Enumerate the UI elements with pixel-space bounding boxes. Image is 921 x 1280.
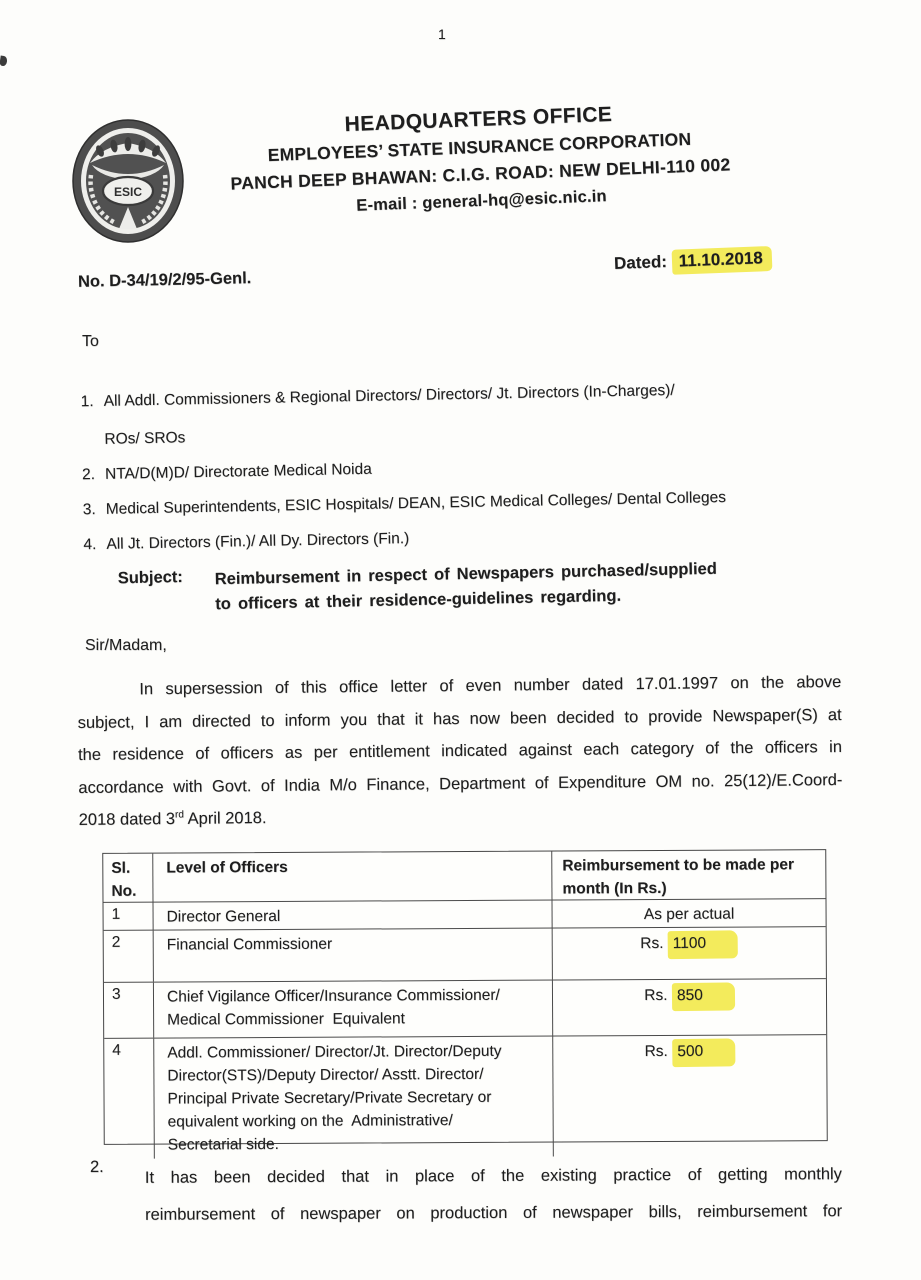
table-row: [104, 978, 826, 1038]
cell-sl: 2: [111, 933, 121, 951]
paragraph-line: the residence of officers as per entitlement indicated against each category of the officers in: [77, 738, 843, 764]
paragraph-2-number: 2.: [90, 1158, 104, 1176]
table-row: [103, 898, 825, 930]
body-paragraph-1: [77, 666, 843, 836]
office-email: E-mail : general-hq@esic.nic.in: [355, 187, 608, 215]
paragraph-text: April 2018.: [183, 809, 267, 828]
to-label: To: [82, 333, 99, 350]
subject-text-line1: Reimbursement in respect of Newspapers purchased/supplied: [214, 559, 718, 589]
subject-label: Subject:: [117, 567, 184, 588]
cell-level: Financial Commissioner: [153, 929, 552, 982]
highlighted-amount: 850: [672, 982, 735, 1011]
cell-amount: Rs. 850: [552, 979, 828, 1035]
recipient-text: All Jt. Directors (Fin.)/ All Dy. Directors (Fin.): [106, 530, 410, 553]
reference-number: No. D-34/19/2/95-Genl.: [77, 269, 252, 291]
cell-sl: 3: [111, 985, 121, 1003]
scan-artifact: [0, 56, 8, 67]
date-value-highlighted: 11.10.2018: [671, 246, 772, 275]
letterhead: [146, 93, 814, 227]
highlighted-amount: 500: [672, 1038, 735, 1067]
body-paragraph-2: [145, 1156, 842, 1234]
recipient-item-3: [83, 484, 843, 523]
header-cell-reimbursement: Reimbursement to be made per month (In Rs.): [551, 850, 827, 902]
office-title: HEADQUARTERS OFFICE: [344, 102, 613, 137]
cell-amount: Rs. 500: [552, 1035, 829, 1156]
recipient-text: All Addl. Commissioners & Regional Directors/ Directors/ Jt. Directors (In-Charges)/: [103, 381, 675, 410]
table-header-row: [103, 850, 825, 902]
table-row: [104, 1034, 827, 1154]
logo-center-text: ESIC: [113, 185, 143, 199]
cell-level: Addl. Commissioner/ Director/Jt. Director/Deputy Director(STS)/Deputy Director/ Asstt. Director/ Principal Private Secretary/Private Secretary or equivalent working on the Administrative/ Secretarial side.: [153, 1037, 553, 1159]
recipient-number: 1.: [80, 393, 94, 411]
recipient-text: Medical Superintendents, ESIC Hospitals/ DEAN, ESIC Medical Colleges/ Dental Colleges: [105, 488, 727, 518]
paragraph-line: It has been decided that in place of the existing practice of getting monthly: [144, 1165, 842, 1187]
paragraph-line: reimbursement of newspaper on production of newspaper bills, reimbursement for: [145, 1202, 843, 1224]
recipient-item-4: [83, 519, 843, 558]
date-line: [614, 248, 772, 274]
cell-amount: Rs. 1100: [552, 927, 828, 979]
recipient-number: 4.: [83, 536, 97, 554]
salutation: Sir/Madam,: [85, 637, 167, 654]
page-number: 1: [438, 26, 446, 42]
recipient-text: ROs/ SROs: [104, 429, 186, 448]
cell-level: Director General: [153, 901, 552, 931]
organization-name: EMPLOYEES’ STATE INSURANCE CORPORATION: [267, 128, 692, 166]
recipient-item-2: [82, 449, 842, 488]
header-cell-level: Level of Officers: [152, 852, 551, 905]
cell-sl: 4: [112, 1041, 121, 1059]
paragraph-line: accordance with Govt. of India M/o Finance, Department of Expenditure OM no. 25(12)/E.Coord-: [78, 770, 843, 797]
paragraph-line: subject, I am directed to inform you that it has now been decided to provide Newspaper(S) at: [77, 705, 842, 732]
header-cell-sl-no: Sl. No.: [111, 859, 137, 900]
paragraph-line: In supersession of this office letter of even number dated 17.01.1997 on the above: [139, 673, 842, 699]
paragraph-line: [79, 796, 843, 836]
cell-level: Chief Vigilance Officer/Insurance Commissioner/ Medical Commissioner Equivalent: [153, 981, 552, 1038]
ordinal-superscript: rd: [174, 809, 184, 821]
recipient-item-1: [80, 376, 841, 453]
paragraph-text: 2018 dated 3: [78, 809, 176, 829]
table-row: [104, 926, 826, 982]
reimbursement-table: [102, 849, 828, 1154]
recipient-list: [80, 376, 843, 558]
cell-amount: As per actual: [551, 899, 827, 928]
recipient-number: 3.: [82, 501, 96, 519]
recipient-number: 2.: [81, 466, 96, 484]
office-address: PANCH DEEP BHAWAN: C.I.G. ROAD: NEW DELHI-110 002: [230, 154, 731, 194]
highlighted-amount: 1100: [668, 930, 739, 959]
subject-block: [118, 555, 819, 620]
cell-sl: 1: [111, 905, 121, 923]
recipient-text: NTA/D(M)D/ Directorate Medical Noida: [104, 460, 372, 483]
date-label: Dated:: [613, 252, 668, 274]
subject-text-line2: to officers at their residence-guidelines regarding.: [215, 586, 622, 614]
